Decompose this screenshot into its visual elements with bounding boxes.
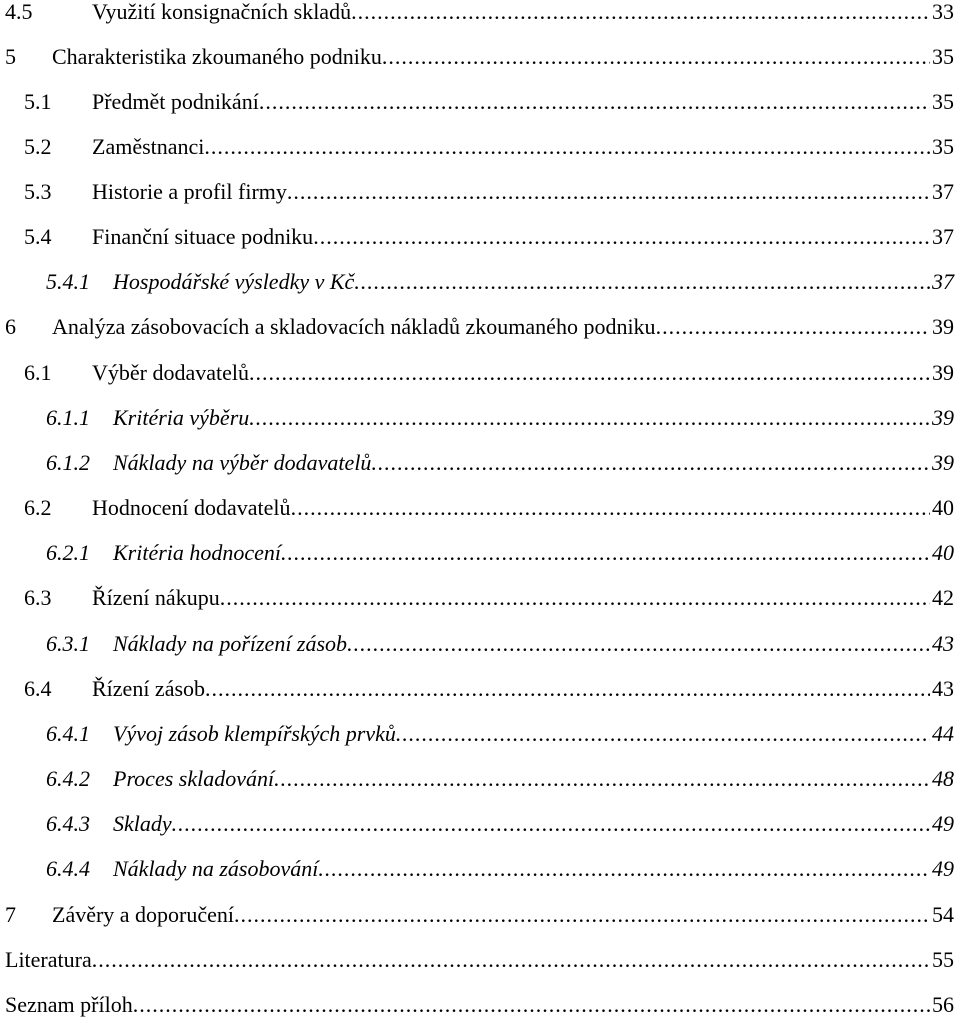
toc-entry-6-2[interactable] bbox=[0, 493, 960, 523]
toc-entry-6-4[interactable] bbox=[0, 674, 960, 704]
toc-entry-6-4-3[interactable] bbox=[0, 809, 960, 839]
toc-entry-6-3[interactable] bbox=[0, 583, 960, 613]
dot-leader bbox=[205, 674, 930, 704]
dot-leader bbox=[354, 267, 930, 297]
dot-leader bbox=[318, 854, 930, 884]
toc-entry-title: Náklady na výběr dodavatelů bbox=[113, 450, 372, 475]
toc-entry-number: 6.4.3 bbox=[46, 811, 90, 836]
toc-entry-title: Sklady bbox=[113, 811, 172, 836]
toc-entry-5-4-1[interactable] bbox=[0, 267, 960, 297]
toc-entry-page: 39 bbox=[932, 360, 954, 385]
toc-entry-page: 54 bbox=[932, 902, 954, 927]
toc-entry-title: Analýza zásobovacích a skladovacích nákladů zkoumaného podniku bbox=[52, 314, 656, 339]
toc-entry-title: Využití konsignačních skladů bbox=[92, 0, 352, 24]
toc-entry-number: 5.4.1 bbox=[46, 269, 90, 294]
toc-entry-page: 39 bbox=[932, 450, 954, 475]
toc-entry-number: 5 bbox=[5, 44, 16, 69]
toc-entry-6[interactable] bbox=[0, 312, 960, 342]
toc-entry-number: 5.4 bbox=[24, 224, 52, 249]
toc-entry-page: 44 bbox=[932, 721, 954, 746]
toc-entry-title: Kritéria hodnocení bbox=[113, 540, 282, 565]
toc-entry-literatura[interactable] bbox=[0, 945, 960, 975]
toc-entry-5-4[interactable] bbox=[0, 222, 960, 252]
toc-entry-page: 35 bbox=[932, 134, 954, 159]
toc-entry-page: 49 bbox=[932, 811, 954, 836]
toc-entry-number: 6.3.1 bbox=[46, 631, 90, 656]
toc-entry-page: 40 bbox=[932, 495, 954, 520]
toc-entry-title: Literatura bbox=[5, 947, 92, 972]
toc-entry-5-3[interactable] bbox=[0, 177, 960, 207]
toc-entry-page: 49 bbox=[932, 856, 954, 881]
toc-entry-title: Vývoj zásob klempířských prvků bbox=[113, 721, 396, 746]
dot-leader bbox=[234, 900, 930, 930]
toc-entry-4-5[interactable] bbox=[0, 0, 960, 27]
dot-leader bbox=[259, 87, 930, 117]
toc-entry-6-3-1[interactable] bbox=[0, 629, 960, 659]
toc-entry-number: 7 bbox=[5, 902, 16, 927]
toc-entry-6-4-1[interactable] bbox=[0, 719, 960, 749]
toc-entry-number: 5.1 bbox=[24, 89, 52, 114]
toc-entry-title: Hodnocení dodavatelů bbox=[92, 495, 291, 520]
toc-entry-number: 4.5 bbox=[5, 0, 33, 24]
toc-entry-number: 5.3 bbox=[24, 179, 52, 204]
toc-entry-title: Kritéria výběru bbox=[113, 405, 250, 430]
dot-leader bbox=[249, 358, 930, 388]
dot-leader bbox=[396, 719, 930, 749]
toc-entry-number: 6.4.2 bbox=[46, 766, 90, 791]
toc-entry-5-1[interactable] bbox=[0, 87, 960, 117]
toc-entry-title: Závěry a doporučení bbox=[52, 902, 235, 927]
dot-leader bbox=[382, 42, 930, 72]
toc-entry-page: 40 bbox=[932, 540, 954, 565]
dot-leader bbox=[287, 177, 930, 207]
toc-entry-number: 6.1.1 bbox=[46, 405, 90, 430]
toc-entry-title: Zaměstnanci bbox=[92, 134, 205, 159]
toc-entry-number: 6.4.4 bbox=[46, 856, 90, 881]
toc-entry-seznam-priloh[interactable] bbox=[0, 990, 960, 1020]
dot-leader bbox=[172, 809, 930, 839]
dot-leader bbox=[274, 764, 930, 794]
toc-entry-page: 48 bbox=[932, 766, 954, 791]
dot-leader bbox=[313, 222, 930, 252]
toc-entry-page: 42 bbox=[932, 585, 954, 610]
dot-leader bbox=[281, 538, 930, 568]
toc-entry-6-1[interactable] bbox=[0, 358, 960, 388]
toc-entry-5[interactable] bbox=[0, 42, 960, 72]
toc-entry-title: Výběr dodavatelů bbox=[92, 360, 249, 385]
toc-entry-title: Řízení zásob bbox=[92, 676, 206, 701]
toc-entry-page: 35 bbox=[932, 44, 954, 69]
toc-entry-number: 6.3 bbox=[24, 585, 52, 610]
toc-entry-title: Proces skladování bbox=[113, 766, 275, 791]
toc-entry-page: 35 bbox=[932, 89, 954, 114]
toc-entry-page: 37 bbox=[932, 269, 954, 294]
toc-entry-title: Předmět podnikání bbox=[92, 89, 259, 114]
dot-leader bbox=[347, 629, 930, 659]
toc-entry-page: 43 bbox=[932, 676, 954, 701]
toc-entry-page: 56 bbox=[932, 992, 954, 1017]
toc-entry-page: 37 bbox=[932, 224, 954, 249]
toc-entry-page: 39 bbox=[932, 405, 954, 430]
toc-entry-title: Finanční situace podniku bbox=[92, 224, 314, 249]
toc-entry-number: 6.4.1 bbox=[46, 721, 90, 746]
toc-entry-number: 5.2 bbox=[24, 134, 52, 159]
toc-entry-number: 6.1.2 bbox=[46, 450, 90, 475]
toc-entry-page: 55 bbox=[932, 947, 954, 972]
dot-leader bbox=[92, 945, 930, 975]
dot-leader bbox=[371, 448, 930, 478]
toc-entry-title: Řízení nákupu bbox=[92, 585, 220, 610]
toc-entry-5-2[interactable] bbox=[0, 132, 960, 162]
dot-leader bbox=[291, 493, 930, 523]
dot-leader bbox=[351, 0, 930, 27]
toc-entry-title: Náklady na pořízení zásob bbox=[113, 631, 348, 656]
toc-entry-6-4-2[interactable] bbox=[0, 764, 960, 794]
dot-leader bbox=[249, 403, 930, 433]
toc-entry-page: 33 bbox=[932, 0, 954, 24]
toc-entry-number: 6.4 bbox=[24, 676, 52, 701]
toc-entry-7[interactable] bbox=[0, 900, 960, 930]
toc-entry-page: 37 bbox=[932, 179, 954, 204]
toc-entry-page: 39 bbox=[932, 314, 954, 339]
toc-entry-6-2-1[interactable] bbox=[0, 538, 960, 568]
dot-leader bbox=[204, 132, 930, 162]
toc-entry-number: 6.2 bbox=[24, 495, 52, 520]
toc-entry-6-1-2[interactable] bbox=[0, 448, 960, 478]
dot-leader bbox=[133, 990, 930, 1020]
toc-entry-number: 6.1 bbox=[24, 360, 52, 385]
toc-entry-title: Historie a profil firmy bbox=[92, 179, 287, 204]
dot-leader bbox=[656, 312, 930, 342]
toc-entry-title: Náklady na zásobování bbox=[113, 856, 319, 881]
toc-entry-title: Seznam příloh bbox=[5, 992, 133, 1017]
toc-entry-number: 6.2.1 bbox=[46, 540, 90, 565]
toc-entry-6-1-1[interactable] bbox=[0, 403, 960, 433]
toc-entry-number: 6 bbox=[5, 314, 16, 339]
toc-entry-title: Charakteristika zkoumaného podniku bbox=[52, 44, 382, 69]
toc-entry-title: Hospodářské výsledky v Kč bbox=[113, 269, 355, 294]
dot-leader bbox=[220, 583, 930, 613]
toc-entry-page: 43 bbox=[932, 631, 954, 656]
toc-entry-6-4-4[interactable] bbox=[0, 854, 960, 884]
